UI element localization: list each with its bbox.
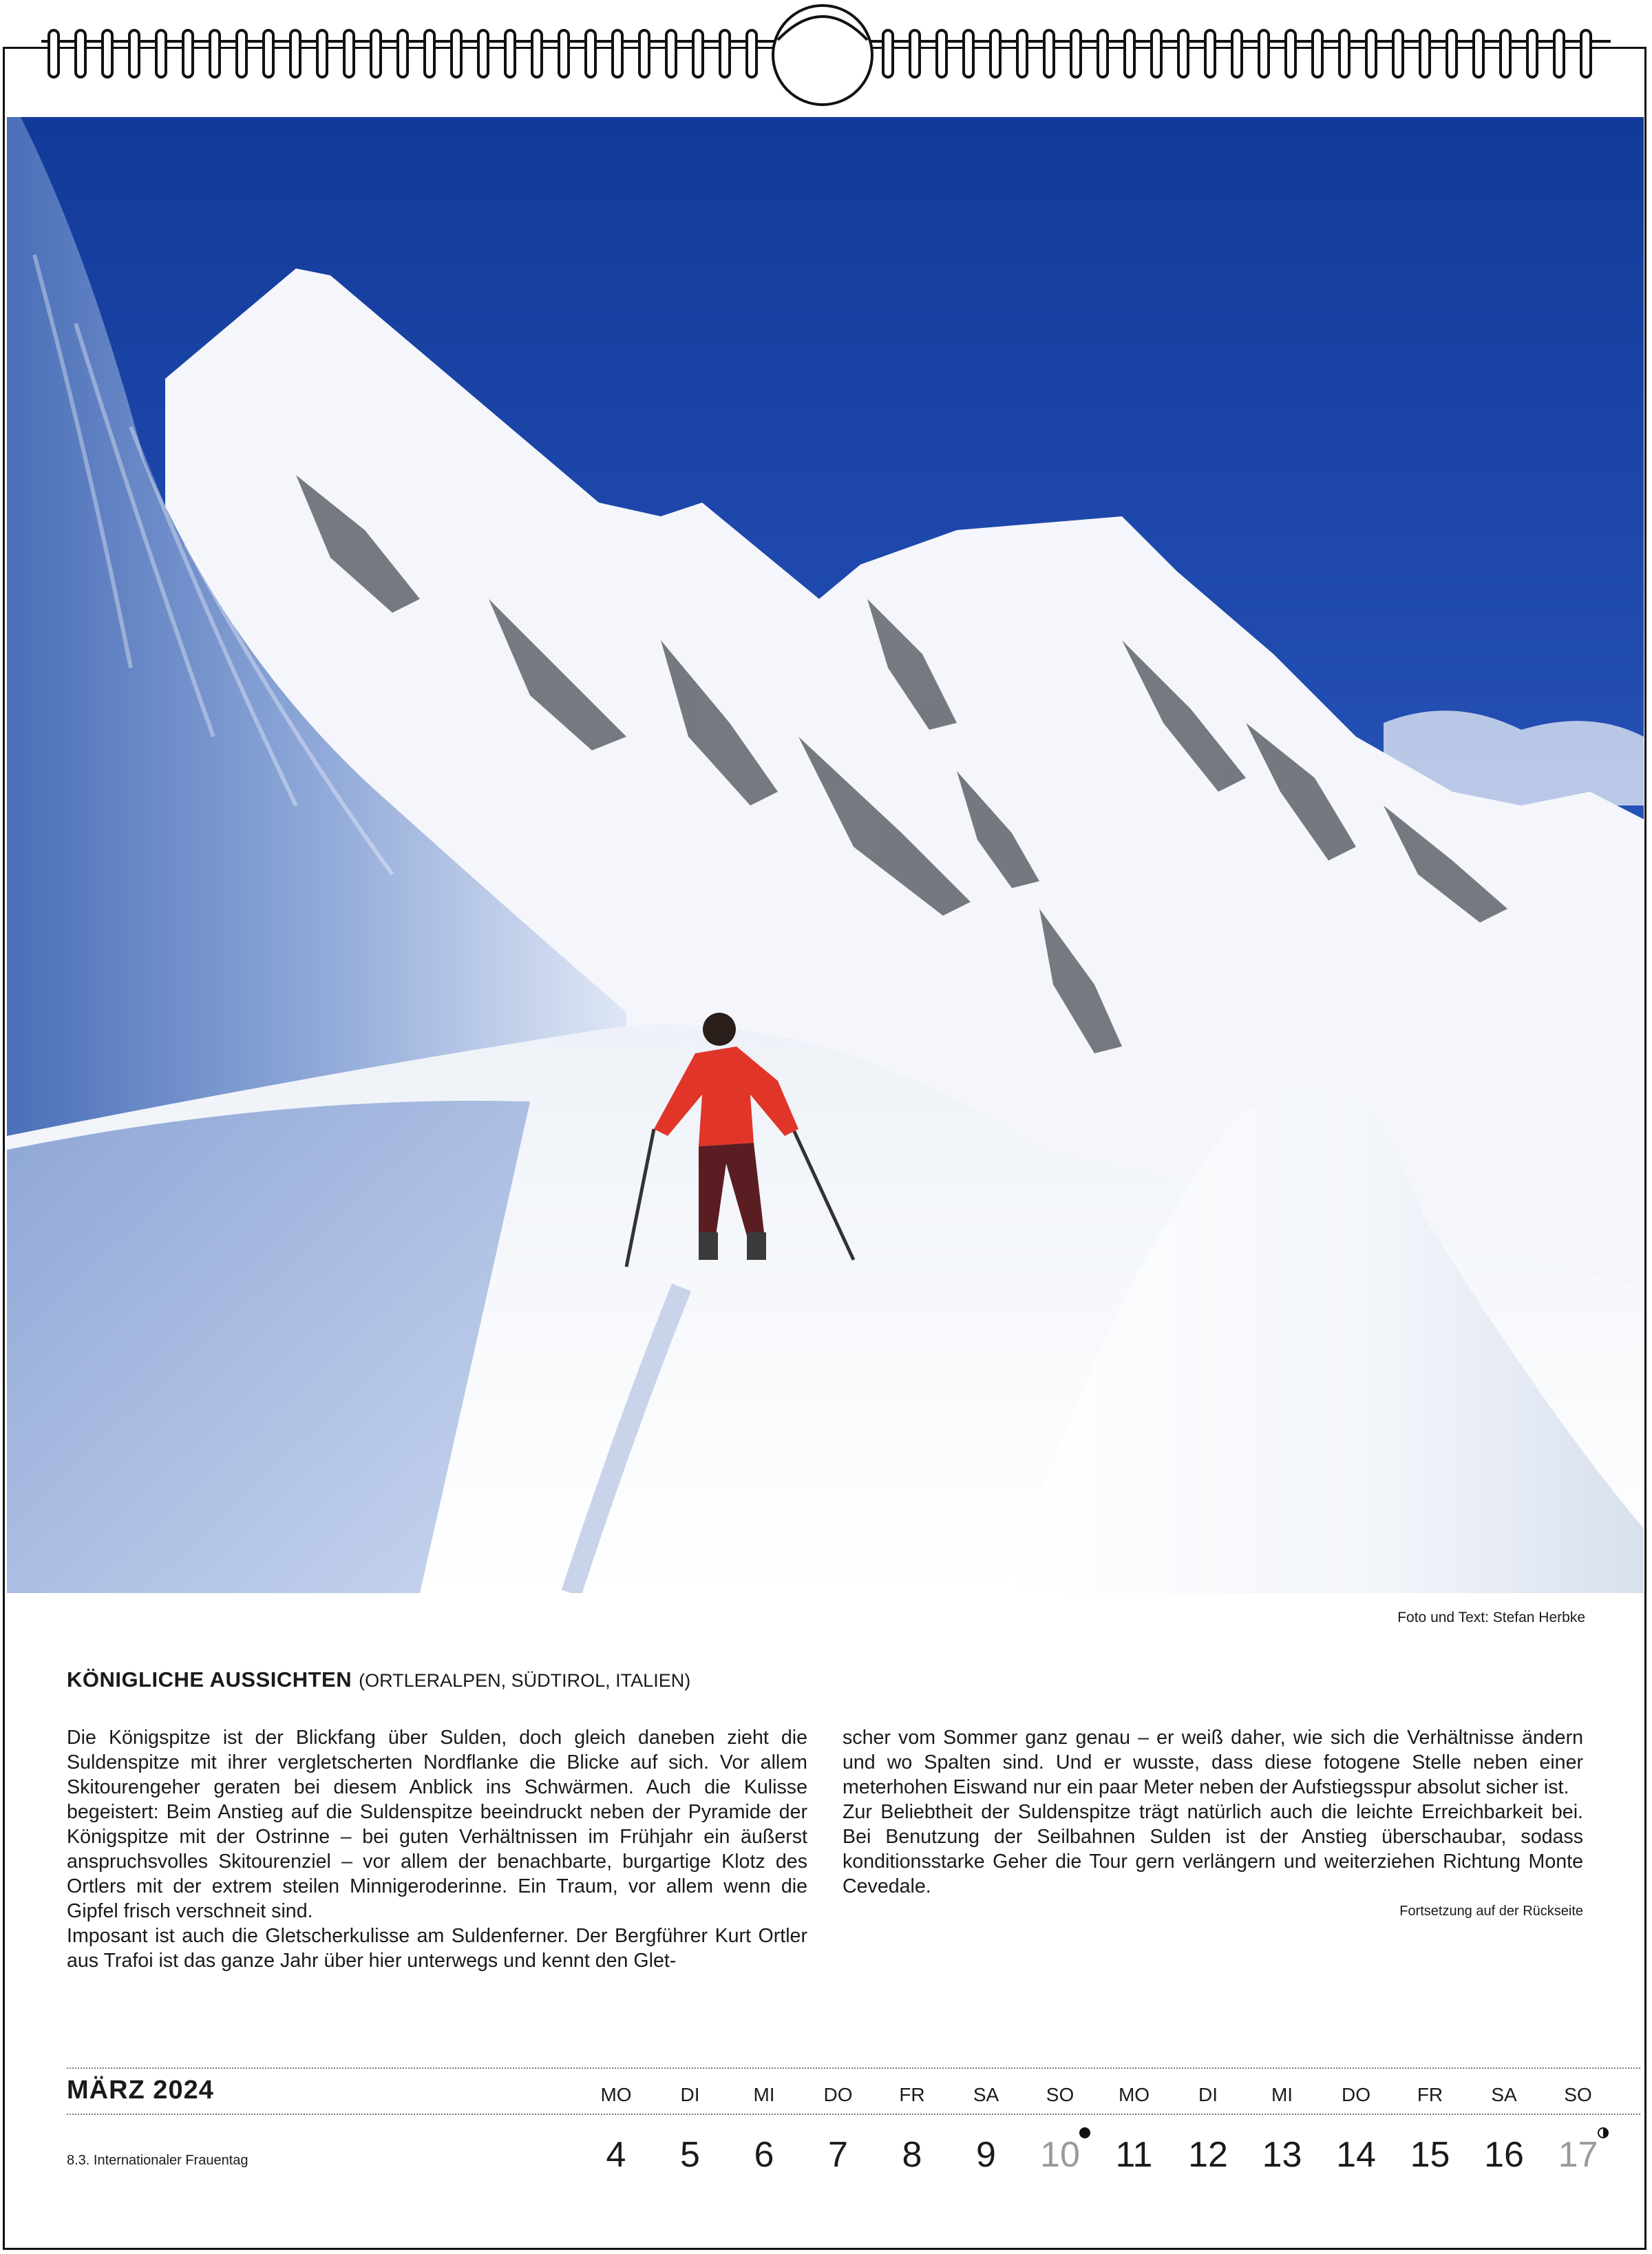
hanger-hole <box>773 6 872 105</box>
binding-loop <box>1125 30 1134 77</box>
article-paragraph: scher vom Sommer ganz genau – er weiß daher, wie sich die Verhältnisse ändern und wo Spalten sind. Und er wusste, dass diese fotogene Stelle neben einer meterhohen Eiswand nur ein paar Meter neben der Aufstiegsspur absolut sicher ist. <box>843 1727 1583 1798</box>
wire-binding <box>0 0 1652 117</box>
new-moon-icon <box>1079 2127 1090 2138</box>
binding-loop <box>1554 30 1564 77</box>
weekday-label: FR <box>899 2084 925 2105</box>
weekday-label: DI <box>680 2084 700 2105</box>
article-paragraph: Zur Beliebtheit der Suldenspitze trägt natürlich auch die leichte Erreichbarkeit bei. Bei Benutzung der Seilbahnen Sulden ist der Anstieg überschaubar, sodass konditionsstarke Geher die Tour gern verlängern und weiterziehen Richtung Monte Cevedale. <box>843 1801 1583 1897</box>
weekday-label: DO <box>823 2084 853 2105</box>
binding-loop <box>76 30 85 77</box>
first-quarter-moon-icon <box>1598 2127 1609 2138</box>
binding-loop <box>666 30 676 77</box>
binding-loop <box>1339 30 1349 77</box>
binding-loop <box>371 30 381 77</box>
binding-loop <box>1071 30 1081 77</box>
binding-loop <box>452 30 461 77</box>
article-column-left <box>67 1725 807 1973</box>
binding-loop <box>1286 30 1295 77</box>
continuation-note: Fortsetzung auf der Rückseite <box>1399 1904 1583 1919</box>
binding-loop <box>1420 30 1430 77</box>
weekday-label: DO <box>1342 2084 1370 2105</box>
weekday-label: SO <box>1564 2084 1592 2105</box>
binding-loop <box>103 30 112 77</box>
weekday-label: SA <box>973 2084 999 2105</box>
binding-loop <box>264 30 273 77</box>
binding-loop <box>505 30 515 77</box>
binding-loop <box>532 30 542 77</box>
binding-loop <box>1098 30 1108 77</box>
binding-loop <box>1044 30 1054 77</box>
binding-loop <box>586 30 595 77</box>
binding-loop <box>964 30 973 77</box>
binding-loop <box>1259 30 1269 77</box>
binding-loop <box>1178 30 1188 77</box>
binding-loop <box>290 30 300 77</box>
binding-loop <box>237 30 246 77</box>
weekday-label: MO <box>1118 2084 1150 2105</box>
photo-credit: Foto und Text: Stefan Herbke <box>1397 1610 1585 1625</box>
day-number: 13 <box>1262 2135 1302 2175</box>
binding-loop <box>1393 30 1403 77</box>
binding-loop <box>1205 30 1215 77</box>
day-number: 10 <box>1040 2135 1080 2175</box>
binding-loop <box>398 30 407 77</box>
article-headline <box>67 1667 690 1692</box>
day-number: 7 <box>828 2135 848 2175</box>
binding-loop <box>1501 30 1510 77</box>
day-number: 8 <box>902 2135 922 2175</box>
binding-loop <box>210 30 220 77</box>
day-number: 5 <box>680 2135 700 2175</box>
binding-loop <box>991 30 1000 77</box>
binding-loop <box>1447 30 1457 77</box>
article-paragraph: Die Königspitze ist der Blickfang über Sulden, doch gleich daneben zieht die Suldenspitze mit ihrer vergletscherten Nordflanke die Blicke auf sich. Vor allem Skitourengeher geraten bei diesem Anblick ins Schwärmen. Auch die Kulisse begeistert: Beim Anstieg auf die Suldenspitze beeindruckt neben der Pyramide der Königspitze mit der Ostrinne – bei guten Verhältnissen im Frühjahr ein äußerst anspruchsvolles Skitourenziel – vor allem der benachbarte, burgartige Klotz des Ortlers mit der extrem steilen Minnigeroderinne. Ein Traum, vor allem wenn die Gipfel frisch verschneit sind. <box>67 1727 807 1922</box>
calendar-top-rule <box>67 2067 1640 2069</box>
binding-loop <box>639 30 649 77</box>
binding-loop <box>720 30 730 77</box>
binding-loop <box>49 30 59 77</box>
weekday-label: SA <box>1491 2084 1517 2105</box>
article-column-right <box>843 1725 1583 1924</box>
binding-loop <box>478 30 488 77</box>
day-number: 9 <box>976 2135 996 2175</box>
article-paragraph: Imposant ist auch die Gletscherkulisse am Suldenferner. Der Bergführer Kurt Ortler aus Trafoi ist das ganze Jahr über hier unterwegs und kennt den Glet- <box>67 1925 807 1972</box>
binding-loop <box>1152 30 1161 77</box>
weekday-label: SO <box>1046 2084 1074 2105</box>
day-number: 6 <box>754 2135 774 2175</box>
binding-loop <box>156 30 166 77</box>
day-number: 12 <box>1188 2135 1228 2175</box>
day-number: 17 <box>1558 2135 1598 2175</box>
binding-loop <box>1313 30 1322 77</box>
headline-title: KÖNIGLICHE AUSSICHTEN <box>67 1667 352 1692</box>
day-number: 14 <box>1336 2135 1376 2175</box>
day-number: 4 <box>606 2135 626 2175</box>
calendar-month: MÄRZ 2024 <box>67 2076 214 2105</box>
binding-loop <box>1366 30 1376 77</box>
day-number: 11 <box>1115 2135 1153 2175</box>
binding-loop <box>317 30 327 77</box>
weekday-label: FR <box>1417 2084 1443 2105</box>
holiday-note: 8.3. Internationaler Frauentag <box>67 2153 248 2168</box>
binding-loop <box>613 30 622 77</box>
headline-location: (ORTLERALPEN, SÜDTIROL, ITALIEN) <box>359 1670 691 1691</box>
weekday-label: DI <box>1198 2084 1218 2105</box>
binding-loop <box>910 30 920 77</box>
mountain-photo <box>7 117 1644 1593</box>
day-number: 15 <box>1410 2135 1450 2175</box>
binding-loop <box>1527 30 1537 77</box>
binding-loop <box>344 30 354 77</box>
binding-loop <box>183 30 193 77</box>
weekday-label: MI <box>753 2084 775 2105</box>
binding-loop <box>1581 30 1591 77</box>
binding-loop <box>1017 30 1027 77</box>
weekday-label: MI <box>1271 2084 1293 2105</box>
binding-loop <box>559 30 569 77</box>
binding-loop <box>747 30 756 77</box>
binding-loop <box>937 30 946 77</box>
weekday-label: MO <box>600 2084 632 2105</box>
day-number: 16 <box>1484 2135 1524 2175</box>
binding-loop <box>425 30 434 77</box>
calendar-mid-rule <box>67 2114 1640 2115</box>
binding-loop <box>1232 30 1242 77</box>
binding-loop <box>883 30 893 77</box>
binding-loop <box>129 30 139 77</box>
binding-loop <box>693 30 703 77</box>
binding-loop <box>1474 30 1483 77</box>
